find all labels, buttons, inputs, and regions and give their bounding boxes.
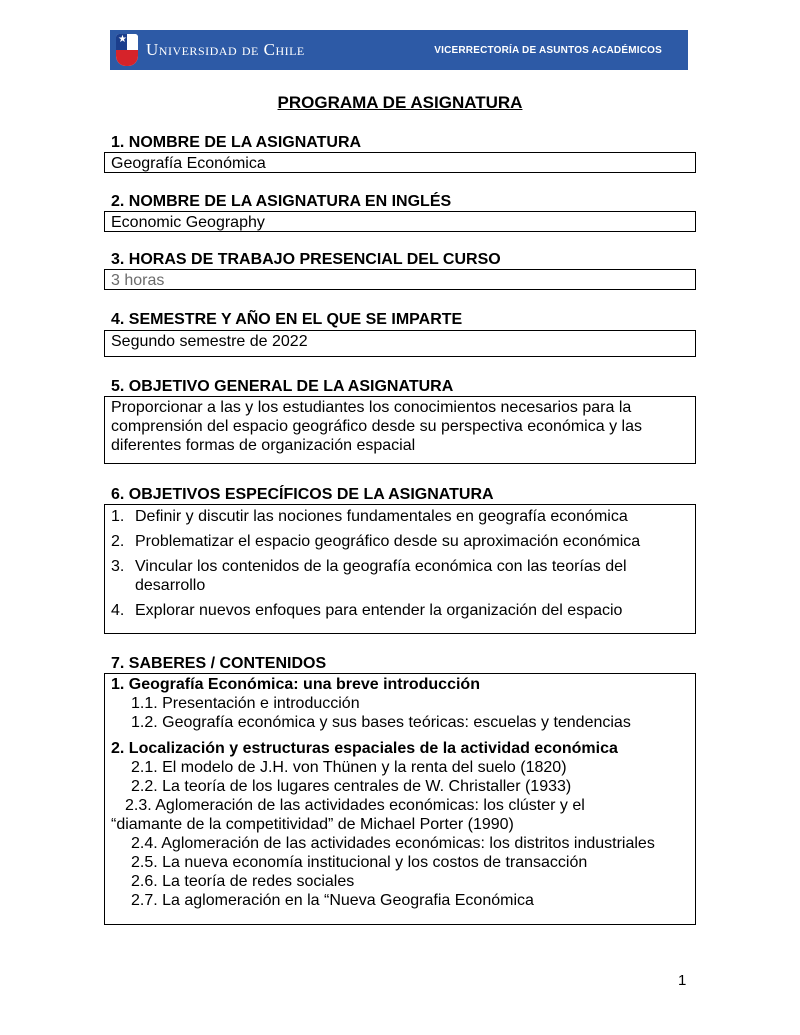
- document-title: PROGRAMA DE ASIGNATURA: [277, 93, 523, 112]
- university-seal-icon: ★: [116, 34, 138, 66]
- course-name-english: Economic Geography: [111, 214, 265, 231]
- content-item: 1.2. Geografía económica y sus bases teóricas: escuelas y tendencias: [131, 714, 631, 731]
- content-item: 2.1. El modelo de J.H. von Thünen y la renta del suelo (1820): [131, 759, 567, 776]
- header-banner: [110, 30, 688, 70]
- section-5-box: [104, 396, 696, 464]
- university-name: Universidad de Chile: [146, 40, 305, 59]
- content-item: 2.4. Aglomeración de las actividades económicas: los distritos industriales: [131, 835, 655, 852]
- unit-2-title: 2. Localización y estructuras espaciales de la actividad económica: [111, 740, 618, 757]
- section-2-box: [104, 211, 696, 232]
- content-item: 2.5. La nueva economía institucional y los costos de transacción: [131, 854, 588, 871]
- university-logo: [116, 34, 305, 66]
- objective-item: 2. Problematizar el espacio geográfico desde su aproximación económica: [111, 533, 641, 550]
- section-5-heading: 5. OBJETIVO GENERAL DE LA ASIGNATURA: [111, 378, 454, 395]
- objective-item: 4. Explorar nuevos enfoques para entender la organización del espacio: [111, 602, 623, 619]
- section-7-heading: 7. SABERES / CONTENIDOS: [111, 655, 327, 672]
- section-2-heading: 2. NOMBRE DE LA ASIGNATURA EN INGLÉS: [111, 193, 452, 210]
- content-item: 2.7. La aglomeración en la “Nueva Geografia Económica: [131, 892, 534, 909]
- content-item: 1.1. Presentación e introducción: [131, 695, 360, 712]
- office-name: VICERRECTORÍA DE ASUNTOS ACADÉMICOS: [434, 44, 662, 56]
- section-4-box: [104, 330, 696, 357]
- section-7-box: [104, 673, 696, 925]
- content-item: 2.2. La teoría de los lugares centrales de W. Christaller (1933): [131, 778, 572, 795]
- section-6-heading: 6. OBJETIVOS ESPECÍFICOS DE LA ASIGNATURA: [111, 486, 494, 503]
- course-hours: 3 horas: [111, 272, 165, 289]
- section-1-box: [104, 152, 696, 173]
- content-item: 2.6. La teoría de redes sociales: [131, 873, 355, 890]
- specific-objectives-list: [111, 507, 689, 620]
- semester-year: Segundo semestre de 2022: [111, 333, 308, 350]
- course-name: Geografía Económica: [111, 155, 266, 172]
- objective-item: 1. Definir y discutir las nociones fundamentales en geografía económica: [111, 508, 628, 525]
- section-6-box: [104, 504, 696, 634]
- section-4-heading: 4. SEMESTRE Y AÑO EN EL QUE SE IMPARTE: [111, 311, 463, 328]
- objective-item: 3. Vincular los contenidos de la geografía económica con las teorías del desarrollo: [111, 558, 627, 594]
- page-number: 1: [678, 972, 687, 989]
- section-3-heading: 3. HORAS DE TRABAJO PRESENCIAL DEL CURSO: [111, 251, 501, 268]
- content-item: 2.3. Aglomeración de las actividades económicas: los clúster y el: [125, 797, 585, 814]
- section-3-box: [104, 269, 696, 290]
- unit-1-title: 1. Geografía Económica: una breve introducción: [111, 676, 480, 693]
- section-1-heading: 1. NOMBRE DE LA ASIGNATURA: [111, 134, 362, 151]
- content-item: “diamante de la competitividad” de Michael Porter (1990): [111, 816, 514, 833]
- general-objective: Proporcionar a las y los estudiantes los conocimientos necesarios para la comprensión del espacio geográfico desde su perspectiva económica y las diferentes formas de organización espacial: [111, 399, 642, 454]
